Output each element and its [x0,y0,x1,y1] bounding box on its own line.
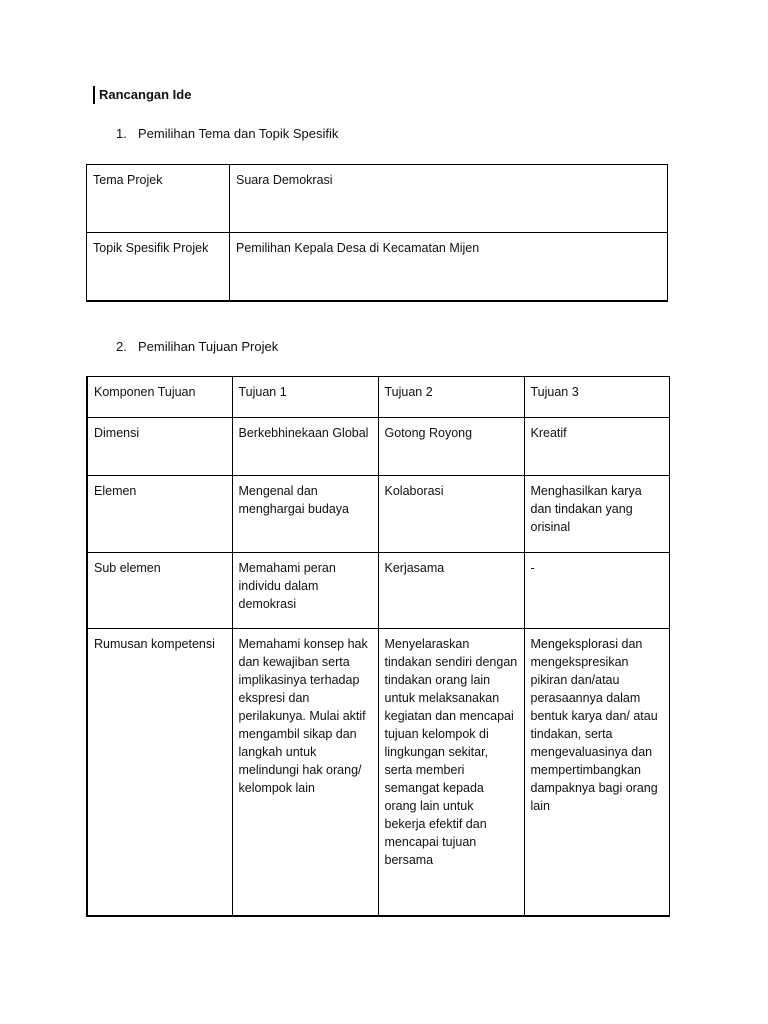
table-row [87,233,668,302]
tujuan-projek-table [86,376,670,917]
cell-tujuan-1: Memahami konsep hak dan kewajiban serta implikasinya terhadap ekspresi dan perilakunya. Mulai aktif mengambil sikap dan langkah untuk melindungi hak orang/ kelompok lain [232,629,378,917]
row-label: Elemen [87,476,232,553]
row-value: Suara Demokrasi [230,165,668,233]
section-number: 1. [116,126,127,141]
cell-tujuan-2: Kolaborasi [378,476,524,553]
section-number: 2. [116,339,127,354]
cell-tujuan-3: Kreatif [524,418,669,476]
row-label: Rumusan kompetensi [87,629,232,917]
cell-tujuan-2: Gotong Royong [378,418,524,476]
section-title-tujuan [116,338,278,356]
header-cell: Tujuan 2 [378,377,524,418]
table-header-row [87,377,669,418]
row-label: Topik Spesifik Projek [87,233,230,302]
table-row [87,418,669,476]
header-cell: Tujuan 3 [524,377,669,418]
cell-tujuan-3: Mengeksplorasi dan mengekspresikan pikiran dan/atau perasaannya dalam bentuk karya dan/ atau tindakan, serta mengevaluasinya dan mempertimbangkan dampaknya bagi orang lain [524,629,669,917]
cell-tujuan-1: Berkebhinekaan Global [232,418,378,476]
section-title-text: Pemilihan Tema dan Topik Spesifik [138,126,339,141]
cell-tujuan-2: Kerjasama [378,553,524,629]
table-row [87,629,669,917]
table-row [87,553,669,629]
cell-tujuan-1: Mengenal dan menghargai budaya [232,476,378,553]
table-row [87,476,669,553]
cell-tujuan-3: - [524,553,669,629]
tema-topik-table [86,164,668,302]
header-cell: Komponen Tujuan [87,377,232,418]
row-label: Sub elemen [87,553,232,629]
cell-tujuan-3: Menghasilkan karya dan tindakan yang orisinal [524,476,669,553]
row-label: Tema Projek [87,165,230,233]
row-value: Pemilihan Kepala Desa di Kecamatan Mijen [230,233,668,302]
table-row [87,165,668,233]
row-label: Dimensi [87,418,232,476]
cell-tujuan-1: Memahami peran individu dalam demokrasi [232,553,378,629]
cell-tujuan-2: Menyelaraskan tindakan sendiri dengan tindakan orang lain untuk melaksanakan kegiatan dan mencapai tujuan kelompok di lingkungan sekitar, serta memberi semangat kepada orang lain untuk bekerja efektif dan mencapai tujuan bersama [378,629,524,917]
page-title: Rancangan Ide [93,86,191,104]
section-title-text: Pemilihan Tujuan Projek [138,339,279,354]
header-cell: Tujuan 1 [232,377,378,418]
section-title-tema [116,125,338,143]
